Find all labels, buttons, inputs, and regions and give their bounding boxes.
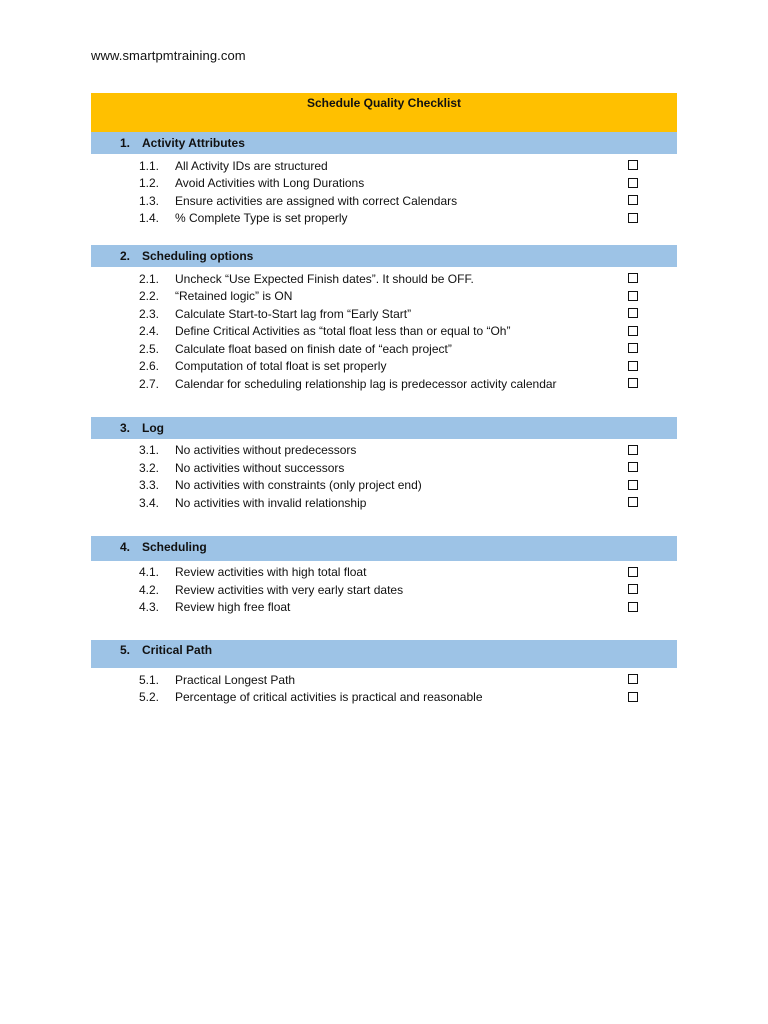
section-header — [91, 245, 677, 267]
item-number: 2.6. — [139, 359, 160, 374]
item-text: Avoid Activities with Long Durations — [175, 176, 365, 191]
item-text: No activities without predecessors — [175, 443, 357, 458]
checklist-item — [91, 477, 677, 495]
section-label: Scheduling — [142, 539, 207, 554]
checkbox[interactable] — [628, 445, 638, 455]
section-gap — [91, 512, 677, 536]
item-text: Review high free float — [175, 600, 291, 615]
section-items — [91, 154, 677, 227]
site-url: www.smartpmtraining.com — [91, 48, 246, 63]
item-number: 4.3. — [139, 600, 160, 615]
item-text: Calculate Start-to-Start lag from “Early Start” — [175, 306, 412, 321]
item-number: 3.2. — [139, 460, 160, 475]
section-header — [91, 132, 677, 154]
checklist-item — [91, 323, 677, 341]
checkbox[interactable] — [628, 378, 638, 388]
item-text: Ensure activities are assigned with correct Calendars — [175, 193, 458, 208]
item-number: 1.2. — [139, 176, 160, 191]
item-number: 4.2. — [139, 582, 160, 597]
item-number: 2.2. — [139, 289, 160, 304]
item-text: % Complete Type is set properly — [175, 211, 348, 226]
item-number: 2.1. — [139, 271, 160, 286]
checkbox[interactable] — [628, 361, 638, 371]
item-text: Calendar for scheduling relationship lag is predecessor activity calendar — [175, 376, 557, 391]
section-log — [91, 417, 677, 512]
section-label: Activity Attributes — [142, 136, 245, 150]
checkbox[interactable] — [628, 692, 638, 702]
section-number: 5. — [120, 643, 131, 657]
section-items — [91, 668, 677, 706]
section-header — [91, 417, 677, 439]
checklist-item — [91, 599, 677, 617]
checkbox[interactable] — [628, 462, 638, 472]
checklist-item — [91, 671, 677, 689]
checklist-item — [91, 564, 677, 582]
checklist-item — [91, 459, 677, 477]
section-gap — [91, 616, 677, 640]
item-text: No activities with constraints (only project end) — [175, 478, 422, 493]
section-number: 2. — [120, 249, 131, 263]
item-text: No activities with invalid relationship — [175, 495, 367, 510]
checkbox[interactable] — [628, 326, 638, 336]
checkbox[interactable] — [628, 480, 638, 490]
checklist-item — [91, 270, 677, 288]
checkbox[interactable] — [628, 178, 638, 188]
checklist-item — [91, 210, 677, 228]
checkbox[interactable] — [628, 273, 638, 283]
section-scheduling-options — [91, 245, 677, 393]
checklist-item — [91, 358, 677, 376]
checklist-item — [91, 494, 677, 512]
item-number: 3.1. — [139, 443, 160, 458]
checklist-item — [91, 157, 677, 175]
item-number: 1.4. — [139, 211, 160, 226]
section-items — [91, 267, 677, 393]
item-number: 1.3. — [139, 193, 160, 208]
item-text: “Retained logic” is ON — [175, 289, 293, 304]
checkbox[interactable] — [628, 584, 638, 594]
item-number: 2.4. — [139, 324, 160, 339]
checkbox[interactable] — [628, 195, 638, 205]
checklist-item — [91, 305, 677, 323]
section-label: Scheduling options — [142, 249, 254, 263]
item-text: Define Critical Activities as “total float less than or equal to “Oh” — [175, 324, 511, 339]
section-gap — [91, 227, 677, 245]
section-critical-path — [91, 640, 677, 706]
checkbox[interactable] — [628, 343, 638, 353]
checklist-item — [91, 689, 677, 707]
item-text: Computation of total float is set properly — [175, 359, 387, 374]
checklist-title-bar — [91, 93, 677, 132]
section-header — [91, 640, 677, 668]
section-number: 3. — [120, 420, 131, 435]
checklist-item — [91, 175, 677, 193]
checkbox[interactable] — [628, 602, 638, 612]
item-number: 3.4. — [139, 495, 160, 510]
section-items — [91, 439, 677, 512]
checklist-item — [91, 581, 677, 599]
item-number: 4.1. — [139, 565, 160, 580]
checkbox[interactable] — [628, 308, 638, 318]
section-label: Log — [142, 420, 164, 435]
item-text: No activities without successors — [175, 460, 345, 475]
checkbox[interactable] — [628, 674, 638, 684]
checklist-item — [91, 340, 677, 358]
checklist-item — [91, 442, 677, 460]
item-number: 1.1. — [139, 158, 160, 173]
section-header — [91, 536, 677, 561]
section-items — [91, 561, 677, 617]
checkbox[interactable] — [628, 213, 638, 223]
item-number: 3.3. — [139, 478, 160, 493]
section-label: Critical Path — [142, 643, 213, 657]
item-number: 2.3. — [139, 306, 160, 321]
item-number: 5.1. — [139, 672, 160, 687]
checklist-item — [91, 192, 677, 210]
checklist — [91, 93, 677, 706]
checkbox[interactable] — [628, 160, 638, 170]
item-text: Review activities with high total float — [175, 565, 367, 580]
item-text: Percentage of critical activities is practical and reasonable — [175, 690, 483, 705]
checklist-title: Schedule Quality Checklist — [306, 96, 462, 110]
checkbox[interactable] — [628, 497, 638, 507]
section-number: 1. — [120, 136, 131, 150]
section-number: 4. — [120, 539, 131, 554]
section-scheduling — [91, 536, 677, 617]
item-number: 2.7. — [139, 376, 160, 391]
item-text: All Activity IDs are structured — [175, 158, 328, 173]
checklist-item — [91, 288, 677, 306]
checkbox[interactable] — [628, 567, 638, 577]
item-text: Calculate float based on finish date of “each project” — [175, 341, 452, 356]
section-gap — [91, 393, 677, 417]
item-text: Uncheck “Use Expected Finish dates”. It should be OFF. — [175, 271, 474, 286]
section-activity-attributes — [91, 132, 677, 227]
checklist-item — [91, 375, 677, 393]
item-number: 2.5. — [139, 341, 160, 356]
checkbox[interactable] — [628, 291, 638, 301]
item-number: 5.2. — [139, 690, 160, 705]
item-text: Practical Longest Path — [175, 672, 296, 687]
item-text: Review activities with very early start dates — [175, 582, 404, 597]
